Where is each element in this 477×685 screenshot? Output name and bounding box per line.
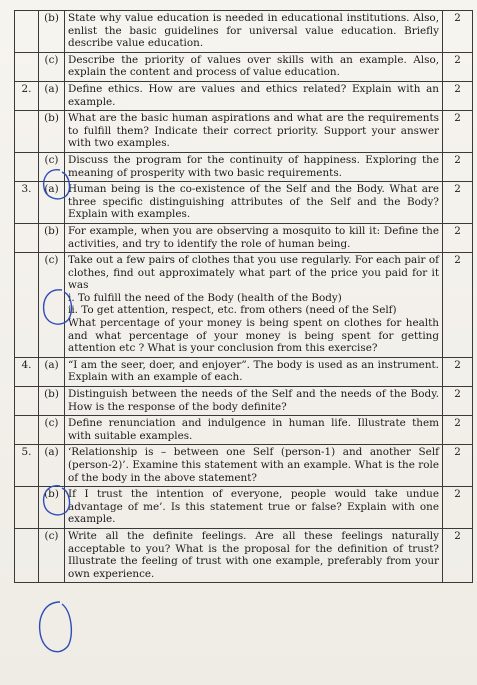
question-text: Human being is the co-existence of the Self and the Body. What are three specific distinguishing attributes of the Self and the Body? Explain with examples.: [65, 182, 443, 224]
question-number: 2.: [15, 81, 39, 110]
question-row: [15, 357, 473, 386]
marks-value: 2: [443, 253, 473, 358]
question-text: State why value education is needed in educational institutions. Also, enlist the basic guidelines for universal value education. Briefly describe value education.: [65, 11, 443, 53]
question-row: [15, 52, 473, 81]
marks-value: 2: [443, 152, 473, 181]
marks-value: 2: [443, 487, 473, 529]
question-number: [15, 387, 39, 416]
question-row: [15, 152, 473, 181]
questions-table-body: [15, 11, 473, 583]
pen-circle-5c: [36, 598, 76, 660]
question-number: [15, 11, 39, 53]
question-row: [15, 81, 473, 110]
sub-question-label: (a): [39, 445, 65, 487]
sub-question-label: (c): [39, 52, 65, 81]
question-row: [15, 445, 473, 487]
question-text: Take out a few pairs of clothes that you use regularly. For each pair of clothes, find out approximately what part of the price you paid for it was i. To fulfill the need of the Body (health of the Body) ii. To get attention, respect, etc. from others (need of the Self) What percentage of your money is being spent on clothes for health and what percentage of your money is being spent for getting attention etc ? What is your conclusion from this exercise?: [65, 253, 443, 358]
question-text: Write all the definite feelings. Are all these feelings naturally acceptable to you? What is the proposal for the definition of trust? Illustrate the feeling of trust with one example, preferably from your own experience.: [65, 528, 443, 582]
marks-value: 2: [443, 52, 473, 81]
marks-value: 2: [443, 111, 473, 153]
question-row: [15, 182, 473, 224]
question-number: 4.: [15, 357, 39, 386]
question-text: ‘Relationship is – between one Self (person-1) and another Self (person-2)’. Examine this statement with an example. What is the role of the body in the above statement?: [65, 445, 443, 487]
question-row: [15, 387, 473, 416]
question-number: [15, 152, 39, 181]
sub-question-label: (b): [39, 487, 65, 529]
question-number: [15, 528, 39, 582]
question-text: Define renunciation and indulgence in human life. Illustrate them with suitable examples.: [65, 416, 443, 445]
question-number: 5.: [15, 445, 39, 487]
marks-value: 2: [443, 528, 473, 582]
question-row: [15, 11, 473, 53]
question-number: 3.: [15, 182, 39, 224]
question-text: Define ethics. How are values and ethics related? Explain with an example.: [65, 81, 443, 110]
marks-value: 2: [443, 357, 473, 386]
sub-question-label: (c): [39, 528, 65, 582]
question-row: [15, 111, 473, 153]
question-number: [15, 111, 39, 153]
question-number: [15, 253, 39, 358]
question-text: If I trust the intention of everyone, people would take undue advantage of me’. Is this statement true or false? Explain with one example.: [65, 487, 443, 529]
question-text: “I am the seer, doer, and enjoyer”. The body is used as an instrument. Explain with an example of each.: [65, 357, 443, 386]
question-row: [15, 487, 473, 529]
sub-question-label: (c): [39, 152, 65, 181]
question-text: What are the basic human aspirations and what are the requirements to fulfill them? Indicate their correct priority. Support your answer with two examples.: [65, 111, 443, 153]
question-text: For example, when you are observing a mosquito to kill it: Define the activities, and try to identify the role of human being.: [65, 223, 443, 252]
question-number: [15, 223, 39, 252]
marks-value: 2: [443, 11, 473, 53]
questions-table: [14, 10, 473, 583]
sub-question-label: (b): [39, 387, 65, 416]
sub-question-label: (c): [39, 253, 65, 358]
sub-question-label: (a): [39, 182, 65, 224]
marks-value: 2: [443, 81, 473, 110]
question-row: [15, 528, 473, 582]
question-row: [15, 223, 473, 252]
sub-question-label: (b): [39, 111, 65, 153]
marks-value: 2: [443, 416, 473, 445]
question-row: [15, 253, 473, 358]
sub-question-label: (b): [39, 11, 65, 53]
marks-value: 2: [443, 223, 473, 252]
question-row: [15, 416, 473, 445]
sub-question-label: (a): [39, 81, 65, 110]
question-number: [15, 416, 39, 445]
question-number: [15, 487, 39, 529]
question-text: Describe the priority of values over skills with an example. Also, explain the content and process of value education.: [65, 52, 443, 81]
sub-question-label: (b): [39, 223, 65, 252]
question-number: [15, 52, 39, 81]
question-text: Distinguish between the needs of the Self and the needs of the Body. How is the response of the body definite?: [65, 387, 443, 416]
marks-value: 2: [443, 445, 473, 487]
sub-question-label: (a): [39, 357, 65, 386]
marks-value: 2: [443, 182, 473, 224]
marks-value: 2: [443, 387, 473, 416]
sub-question-label: (c): [39, 416, 65, 445]
question-text: Discuss the program for the continuity of happiness. Exploring the meaning of prosperity with two basic requirements.: [65, 152, 443, 181]
